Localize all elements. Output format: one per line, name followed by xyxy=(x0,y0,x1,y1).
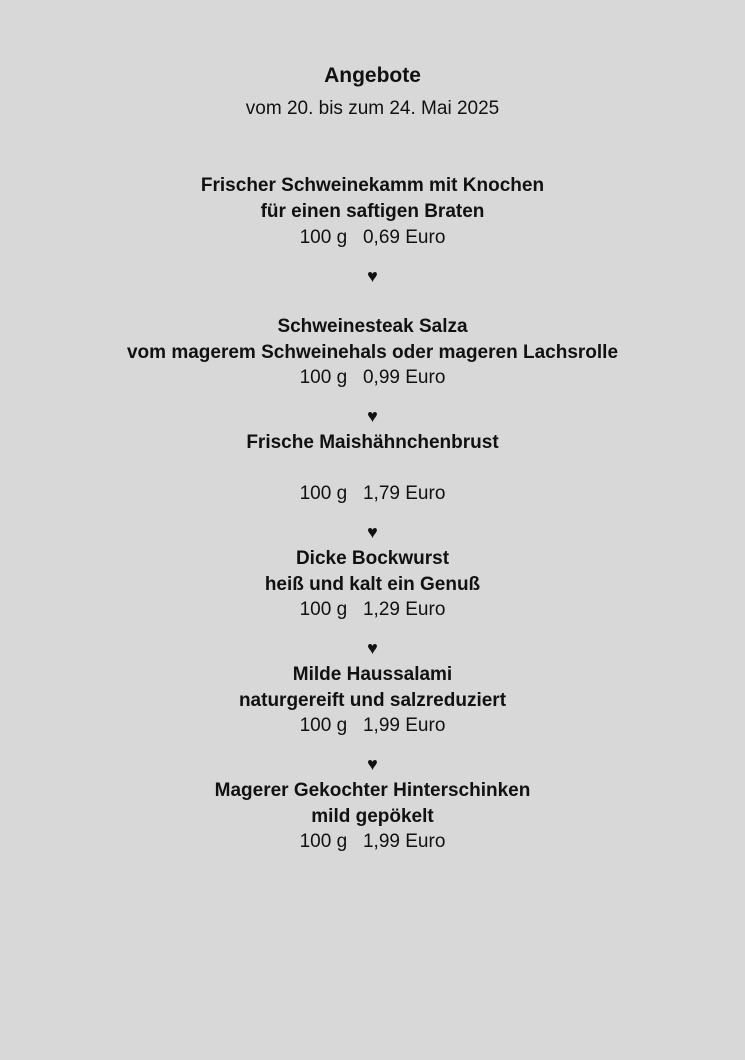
offer-2-description: vom magerem Schweinehals oder mageren Lachsrolle xyxy=(126,342,619,363)
offer-2-name: Schweinesteak Salza xyxy=(277,316,468,337)
offer-1-name: Frischer Schweinekamm mit Knochen xyxy=(200,175,545,196)
offer-1-description: für einen saftigen Braten xyxy=(260,201,485,222)
offer-5-price: 100 g 1,99 Euro xyxy=(299,715,446,736)
offer-3-price: 100 g 1,79 Euro xyxy=(299,483,446,504)
date-range: vom 20. bis zum 24. Mai 2025 xyxy=(245,98,500,119)
heart-separator-icon: ♥ xyxy=(367,406,378,426)
offer-6-price: 100 g 1,99 Euro xyxy=(299,831,446,852)
heart-separator-icon: ♥ xyxy=(367,754,378,774)
offer-3-name: Frische Maishähnchenbrust xyxy=(246,432,499,453)
offer-1-price: 100 g 0,69 Euro xyxy=(299,227,446,248)
heart-separator-icon: ♥ xyxy=(367,522,378,542)
offer-4-price: 100 g 1,29 Euro xyxy=(299,599,446,620)
offer-4-description: heiß und kalt ein Genuß xyxy=(264,574,481,595)
heart-separator-icon: ♥ xyxy=(367,638,378,658)
offer-5-description: naturgereift und salzreduziert xyxy=(238,690,507,711)
offer-2-price: 100 g 0,99 Euro xyxy=(299,367,446,388)
offer-5-name: Milde Haussalami xyxy=(292,664,453,685)
offer-6-name: Magerer Gekochter Hinterschinken xyxy=(214,780,531,801)
offer-4-name: Dicke Bockwurst xyxy=(295,548,450,569)
offer-6-description: mild gepökelt xyxy=(311,806,434,827)
heart-separator-icon: ♥ xyxy=(367,266,378,286)
page-title: Angebote xyxy=(324,64,421,87)
